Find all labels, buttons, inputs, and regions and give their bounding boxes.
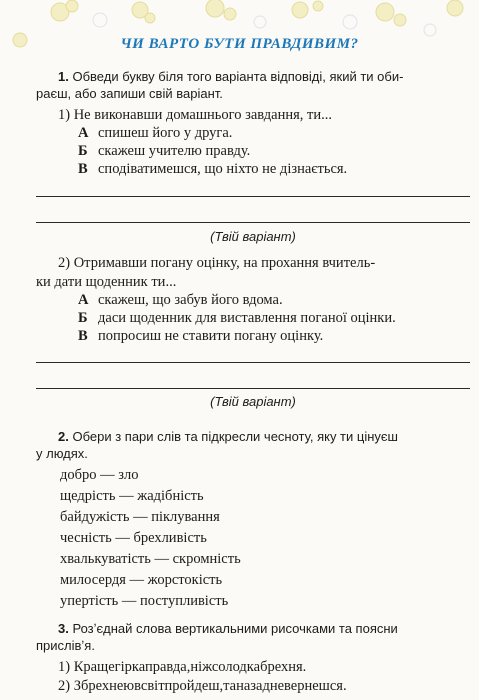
task3-item[interactable]: 1) Кращегіркаправда,ніжсолодкабрехня. (58, 659, 307, 675)
option-text: спишеш його у друга. (98, 125, 233, 141)
q1-text: 1) Не виконавши домашнього завдання, ти... (58, 107, 332, 123)
answer-line[interactable] (36, 196, 470, 197)
q2-option-a[interactable] (78, 291, 470, 310)
task3-item[interactable]: 2) Збрехнеювсвітпройдеш,таназадневернешся. (58, 678, 347, 694)
option-text: скажеш, що забув його вдома. (98, 292, 283, 308)
task2-instruction (36, 428, 470, 445)
task1-instruction (36, 68, 470, 85)
page-title: ЧИ ВАРТО БУТИ ПРАВДИВИМ? (120, 36, 359, 52)
q2-text-line1: 2) Отримавши погану оцінку, на прохання вчитель- (58, 255, 376, 271)
q2-variant-label: (Твій варіант) (210, 394, 296, 409)
option-text: попросиш не ставити погану оцінку. (98, 328, 324, 344)
option-text: даси щоденник для виставлення поганої оцінки. (98, 310, 396, 326)
q1-variant-label: (Твій варіант) (210, 229, 296, 244)
task3-number: 3. (58, 621, 69, 636)
header-decoration (0, 0, 479, 70)
option-text: сподіватимешся, що ніхто не дізнається. (98, 161, 348, 177)
option-letter: А (78, 125, 89, 141)
q1-option-c[interactable] (78, 160, 470, 179)
option-letter: Б (78, 310, 88, 326)
task1-instruction-line1: Обведи букву біля того варіанта відповіді, який ти оби- (72, 69, 404, 84)
answer-line[interactable] (36, 222, 470, 223)
word-pair[interactable]: байдужість — піклування (60, 509, 220, 525)
option-letter: В (78, 328, 88, 344)
task2-number: 2. (58, 429, 69, 444)
q2-option-c[interactable] (78, 327, 470, 346)
q2-text-line2: ки дати щоденник ти... (36, 274, 177, 290)
option-letter: Б (78, 143, 88, 159)
q1-option-a[interactable] (78, 124, 470, 143)
word-pair[interactable]: чесність — брехливість (60, 530, 207, 546)
answer-line[interactable] (36, 362, 470, 363)
word-pair[interactable]: щедрість — жадібність (60, 488, 204, 504)
task3-instruction-line1: Розʼєднай слова вертикальними рисочками та поясни (72, 621, 398, 636)
task3-instruction-line2: прислівʼя. (36, 638, 95, 653)
task1-instruction-line2: раєш, або запиши свій варіант. (36, 86, 223, 101)
task3-instruction (36, 620, 470, 637)
option-letter: В (78, 161, 88, 177)
word-pair[interactable]: добро — зло (60, 467, 139, 483)
task2-instruction-line2: у людях. (36, 446, 88, 461)
word-pair[interactable]: милосердя — жорстокість (60, 572, 223, 588)
task2-instruction-line1: Обери з пари слів та підкресли чесноту, яку ти цінуєш (72, 429, 398, 444)
option-text: скажеш учителю правду. (98, 143, 251, 159)
word-pair[interactable]: упертість — поступливість (60, 593, 229, 609)
task1-number: 1. (58, 69, 69, 84)
option-letter: А (78, 292, 89, 308)
word-pair[interactable]: хвалькуватість — скромність (60, 551, 241, 567)
q1-option-b[interactable] (78, 142, 470, 161)
q2-option-b[interactable] (78, 309, 470, 328)
answer-line[interactable] (36, 388, 470, 389)
